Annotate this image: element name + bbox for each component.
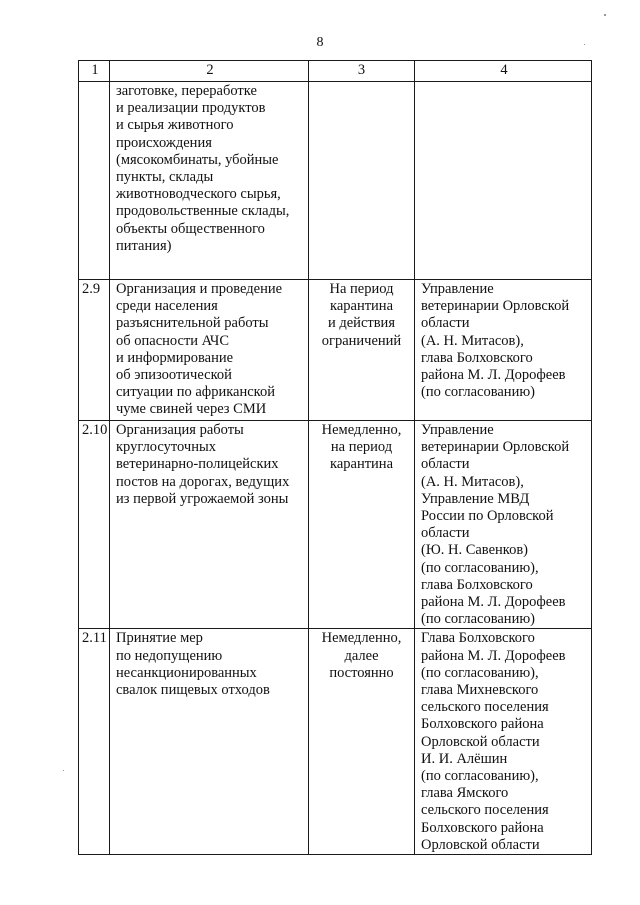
row-number: 2.9 — [79, 280, 110, 421]
row-event: Организация работы круглосуточных ветеринарно-полицейских постов на дорогах, ведущих из первой угрожаемой зоны — [110, 421, 309, 629]
table-row — [79, 421, 592, 629]
row-term: Немедленно, далее постоянно — [309, 629, 415, 855]
row-number: 2.10 — [79, 421, 110, 629]
row-responsible: Управление ветеринарии Орловской области (А. Н. Митасов), глава Болховского района М. Л. Дорофеев (по согласованию) — [415, 280, 592, 421]
table-row — [79, 82, 592, 280]
table-header-row — [79, 61, 592, 82]
row-event: заготовке, переработке и реализации продуктов и сырья животного происхождения (мясокомбинаты, убойные пункты, склады животноводческого сырья, продовольственные склады, объекты общественного питания) — [110, 82, 309, 280]
row-term: Немедленно, на период карантина — [309, 421, 415, 629]
row-number — [79, 82, 110, 280]
scan-speck — [604, 14, 606, 16]
page-number: 8 — [316, 35, 324, 50]
table-row — [79, 629, 592, 855]
scan-speck — [584, 44, 585, 45]
row-responsible — [415, 82, 592, 280]
row-responsible: Управление ветеринарии Орловской области (А. Н. Митасов), Управление МВД России по Орловской области (Ю. Н. Савенков) (по согласованию), глава Болховского района М. Л. Дорофеев (по согласованию) — [415, 421, 592, 629]
header-col-4: 4 — [415, 61, 592, 82]
header-col-3: 3 — [309, 61, 415, 82]
header-col-1: 1 — [79, 61, 110, 82]
row-event: Принятие мер по недопущению несанкционированных свалок пищевых отходов — [110, 629, 309, 855]
row-term — [309, 82, 415, 280]
header-col-2: 2 — [110, 61, 309, 82]
table-row — [79, 280, 592, 421]
measures-table — [78, 60, 592, 855]
scan-speck — [63, 770, 64, 771]
row-term: На период карантина и действия ограничений — [309, 280, 415, 421]
row-event: Организация и проведение среди населения разъяснительной работы об опасности АЧС и информирование об эпизоотической ситуации по африканской чуме свиней через СМИ — [110, 280, 309, 421]
row-number: 2.11 — [79, 629, 110, 855]
row-responsible: Глава Болховского района М. Л. Дорофеев (по согласованию), глава Михневского сельского поселения Болховского района Орловской области И. И. Алёшин (по согласованию), глава Ямского сельского поселения Болховского района Орловской области — [415, 629, 592, 855]
